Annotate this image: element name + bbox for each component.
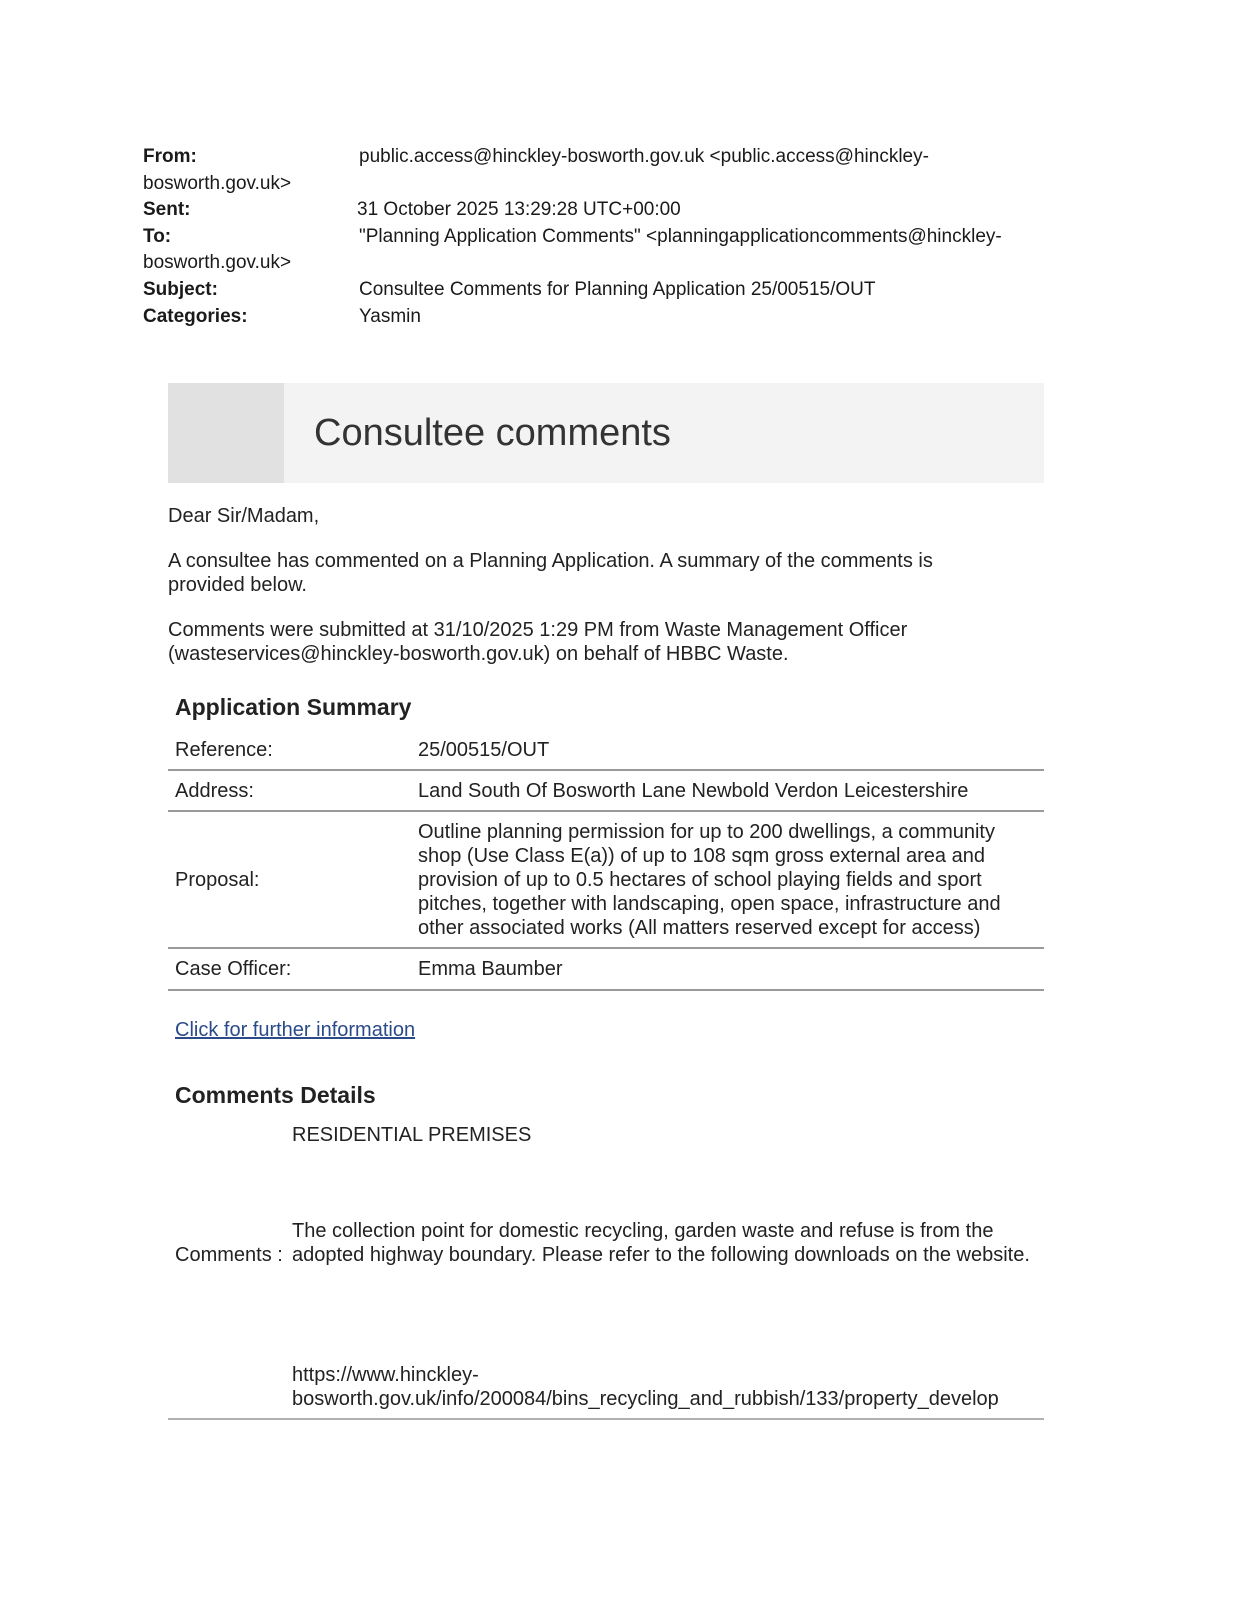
subject-value: Consultee Comments for Planning Application 25/00515/OUT bbox=[359, 278, 876, 300]
to-value-continued: bosworth.gov.uk> bbox=[143, 252, 292, 274]
greeting: Dear Sir/Madam, bbox=[168, 505, 320, 527]
application-summary-heading: Application Summary bbox=[175, 694, 412, 720]
further-information-link[interactable]: Click for further information bbox=[175, 1019, 416, 1041]
title-banner bbox=[168, 383, 1044, 483]
subject-label: Subject: bbox=[143, 278, 218, 300]
comments-paragraph: The collection point for domestic recycling, garden waste and refuse is from the adopted highway boundary. Please refer to the following downloads on the website. bbox=[292, 1220, 1030, 1266]
from-value-continued: bosworth.gov.uk> bbox=[143, 172, 292, 194]
banner-accent bbox=[168, 383, 284, 483]
comments-url-line1: https://www.hinckley- bbox=[292, 1364, 479, 1386]
sent-label: Sent: bbox=[143, 199, 191, 221]
categories-row bbox=[143, 304, 1103, 331]
table-row bbox=[168, 731, 1044, 771]
comments-url-line2: bosworth.gov.uk/info/200084/bins_recycling_and_rubbish/133/property_develop bbox=[292, 1388, 999, 1410]
proposal-value: Outline planning permission for up to 200 dwellings, a community shop (Use Class E(a)) of up to 108 sqm gross external area and provision of up to 0.5 hectares of school playing fields and sport pitches, together with landscaping, open space, infrastructure and other associated works (All matters reserved except for access) bbox=[418, 820, 1001, 939]
submission-paragraph: Comments were submitted at 31/10/2025 1:29 PM from Waste Management Officer (wasteservices@hinckley-bosworth.gov.uk) on behalf of HBBC Waste. bbox=[168, 619, 908, 665]
comments-label: Comments : bbox=[175, 1244, 283, 1266]
intro-paragraph: A consultee has commented on a Planning Application. A summary of the comments is provided below. bbox=[168, 550, 933, 596]
email-header bbox=[143, 144, 1103, 330]
from-value: public.access@hinckley-bosworth.gov.uk <public.access@hinckley- bbox=[359, 146, 929, 167]
subject-row bbox=[143, 277, 1103, 304]
categories-value: Yasmin bbox=[359, 305, 421, 327]
application-summary-table bbox=[168, 731, 1044, 991]
to-label: To: bbox=[143, 225, 172, 247]
address-label: Address: bbox=[175, 779, 254, 802]
reference-value: 25/00515/OUT bbox=[418, 739, 550, 761]
comments-details-heading: Comments Details bbox=[175, 1082, 376, 1108]
table-row bbox=[168, 771, 1044, 812]
categories-label: Categories: bbox=[143, 305, 248, 327]
table-row bbox=[168, 949, 1044, 991]
proposal-label: Proposal: bbox=[175, 868, 260, 891]
comments-url bbox=[292, 1363, 999, 1411]
case-officer-value: Emma Baumber bbox=[418, 958, 563, 980]
comments-details-table bbox=[168, 1122, 1044, 1420]
table-row bbox=[168, 812, 1044, 949]
page-title: Consultee comments bbox=[314, 412, 671, 454]
case-officer-label: Case Officer: bbox=[175, 958, 292, 980]
sent-row bbox=[143, 197, 1103, 224]
from-label: From: bbox=[143, 146, 197, 167]
sent-value: 31 October 2025 13:29:28 UTC+00:00 bbox=[357, 199, 681, 221]
reference-label: Reference: bbox=[175, 739, 273, 761]
to-row bbox=[143, 224, 1103, 277]
from-row bbox=[143, 144, 1103, 197]
address-value: Land South Of Bosworth Lane Newbold Verdon Leicestershire bbox=[418, 779, 969, 802]
comments-heading-text: RESIDENTIAL PREMISES bbox=[292, 1124, 532, 1146]
to-value: "Planning Application Comments" <planningapplicationcomments@hinckley- bbox=[359, 225, 1002, 247]
